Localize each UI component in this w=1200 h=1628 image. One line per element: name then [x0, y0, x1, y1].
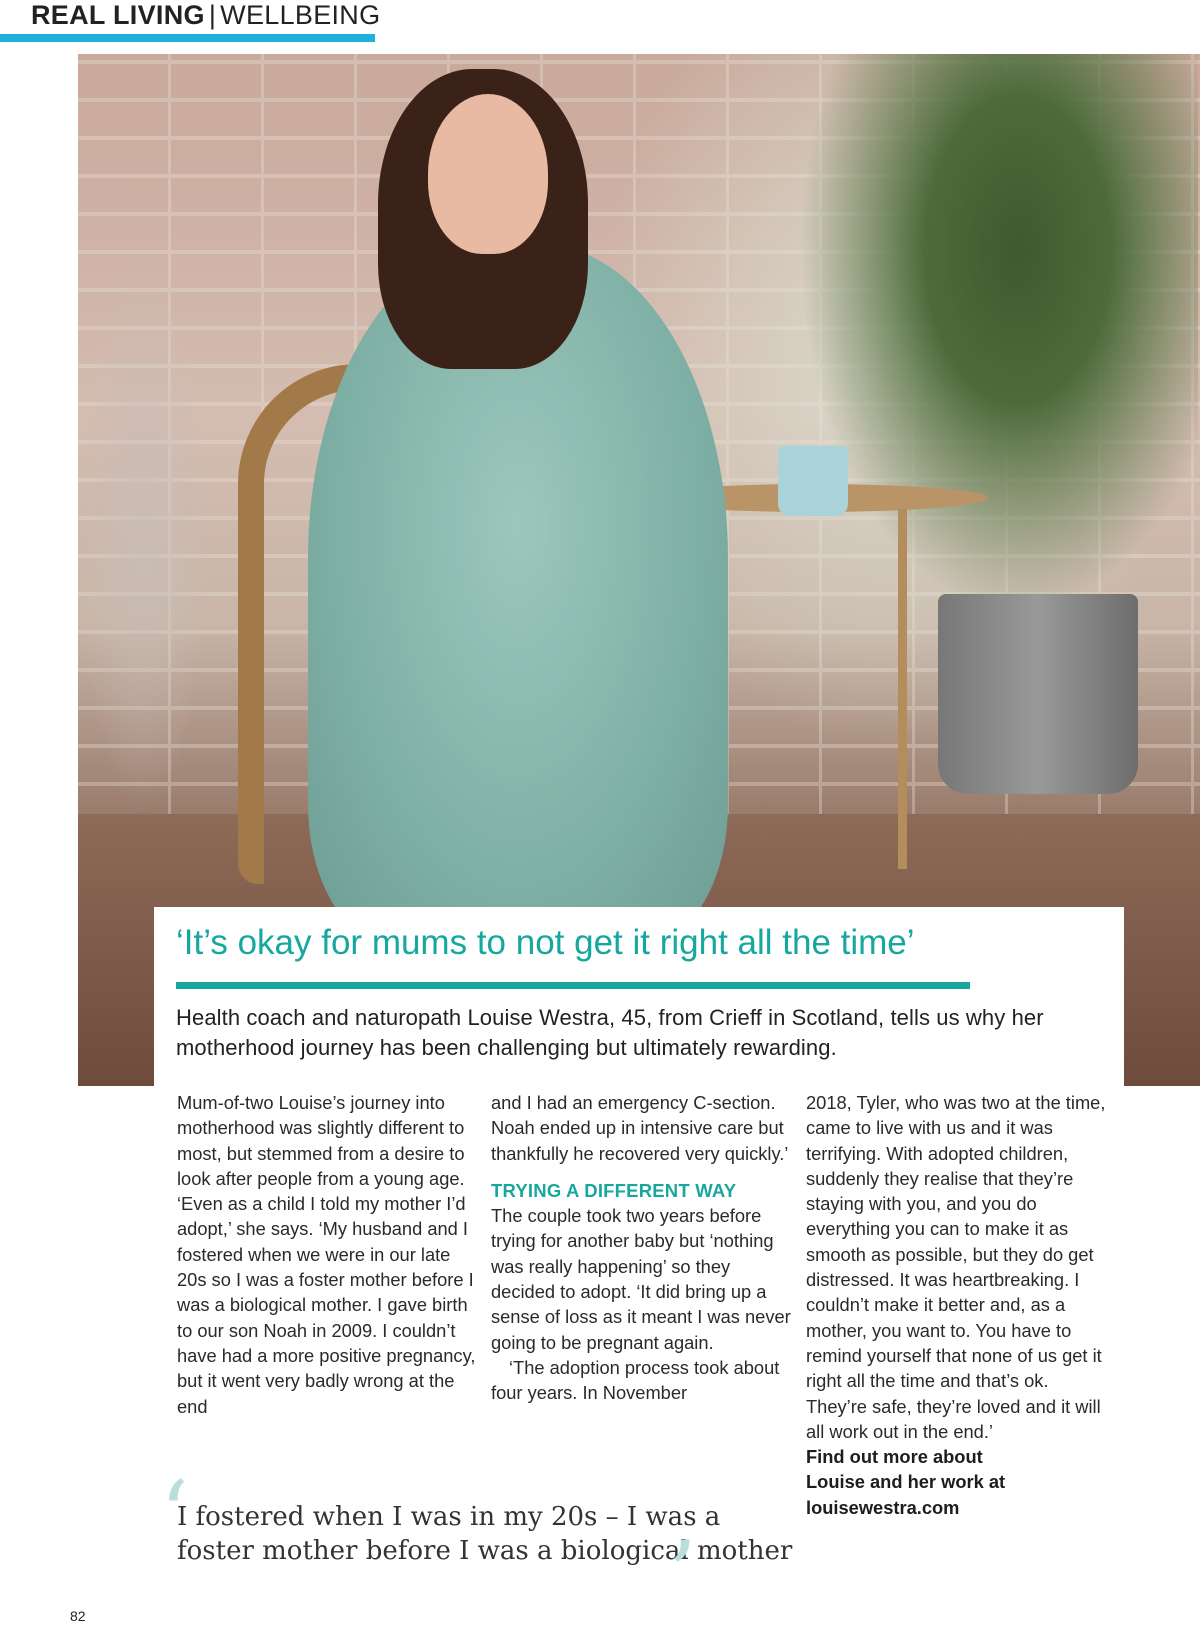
header-separator: |	[208, 0, 217, 30]
header-bar	[0, 34, 375, 42]
page-number: 82	[70, 1608, 86, 1624]
body-paragraph: 2018, Tyler, who was two at the time, came to live with us and it was terrifying. With adopted children, suddenly they realise that they’re staying with you, and you do everything you can to make it as smooth as possible, but they do get distressed. It was heartbreaking. I couldn’t make it better and, as a mother, you want to. You have to remind yourself that none of us get it right all the time and that’s ok. They’re safe, they’re loved and it will all work out in the end.’	[806, 1092, 1106, 1442]
column-2	[491, 1090, 791, 1406]
headline-rule	[176, 982, 970, 989]
plant-pot	[938, 594, 1138, 794]
table-leg	[898, 509, 907, 869]
subsection-name: WELLBEING	[220, 0, 381, 30]
twig-vase	[78, 254, 208, 814]
plant	[798, 54, 1198, 614]
headline: ‘It’s okay for mums to not get it right all the time’	[176, 923, 915, 962]
website-cta: Find out more about Louise and her work at louisewestra.com	[806, 1446, 1006, 1518]
body-paragraph: The couple took two years before trying for another baby but ‘nothing was really happening’ so they decided to adopt. ‘It did bring up a sense of loss as it meant I was never going to be pregnant again.	[491, 1205, 791, 1353]
body-paragraph: ‘The adoption process took about four years. In November	[491, 1356, 780, 1404]
close-quote-mark: ’	[668, 1522, 697, 1627]
pull-quote: I fostered when I was in my 20s – I was a foster mother before I was a biological mother	[177, 1502, 793, 1566]
column-1	[177, 1090, 477, 1419]
standfirst: Health coach and naturopath Louise Westra, 45, from Crieff in Scotland, tells us why her motherhood journey has been challenging but ultimately rewarding.	[176, 1005, 1044, 1060]
body-paragraph: Mum-of-two Louise’s journey into motherhood was slightly different to most, but stemmed from a desire to look after people from a young age. ‘Even as a child I told my mother I’d adopt,’ she says. ‘My husband and I fostered when we were in our late 20s so I was a foster mother before I was a biological mother. I gave birth to our son Noah in 2009. I couldn’t have had a more positive pregnancy, but it went very badly wrong at the end	[177, 1092, 476, 1417]
body-paragraph: and I had an emergency C-section. Noah ended up in intensive care but thankfully he recovered very quickly.’	[491, 1092, 789, 1164]
subheading: TRYING A DIFFERENT WAY	[491, 1179, 737, 1201]
section-header	[31, 0, 380, 31]
column-3	[806, 1090, 1106, 1520]
mug	[778, 446, 848, 516]
woman-face	[428, 94, 548, 254]
open-quote-mark: ‘	[160, 1462, 189, 1567]
section-name: REAL LIVING	[31, 0, 205, 30]
